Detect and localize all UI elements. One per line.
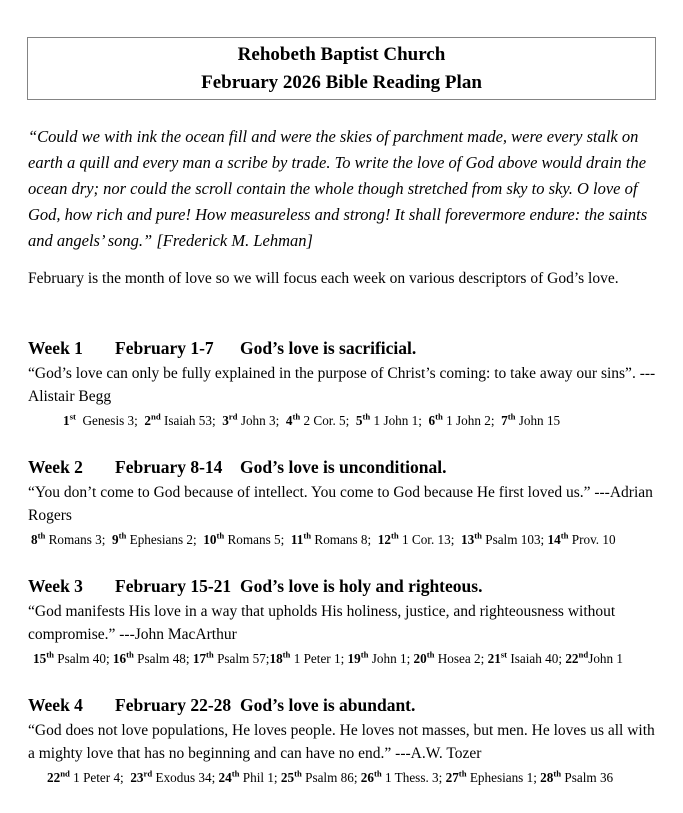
week-quote: “God manifests His love in a way that upholds His holiness, justice, and righteousness without compromise.” ---John MacArthur (28, 603, 616, 643)
reading-passage: John 15 (515, 413, 561, 428)
readings-line (28, 530, 658, 549)
church-name: Rehobeth Baptist Church (237, 43, 446, 65)
hymn-quote: “Could we with ink the ocean fill and were the skies of parchment made, were every stalk on earth a quill and every man a scribe by trade. To write the love of God above would drain the ocean dry; nor could the scroll contain the whole though stretched from sky to sky. O love of God, how rich and pure! How measureless and strong! It shall forevermore endure: the saints and angels’ song.” [Frederick M. Lehman] (28, 127, 648, 250)
reading-passage: 1 Thess. 3; (381, 770, 446, 785)
readings-line (28, 411, 658, 430)
reading-day: 25th (280, 768, 302, 785)
reading-day: 28th (540, 768, 562, 785)
reading-passage: Psalm 86; (301, 770, 361, 785)
reading-passage: 1 Peter 4; (69, 770, 131, 785)
reading-passage: Isaiah 40; (507, 651, 566, 666)
reading-day: 21st (487, 649, 508, 666)
reading-passage: Psalm 40; (53, 651, 113, 666)
week-theme: God’s love is unconditional. (240, 457, 447, 477)
reading-day: 26th (360, 768, 382, 785)
reading-day: 24th (218, 768, 240, 785)
week-dates: February 8-14 (115, 457, 223, 477)
week-2-section (28, 454, 658, 549)
reading-day: 5th (355, 411, 371, 428)
reading-passage: Isaiah 53; (160, 413, 223, 428)
reading-passage: 1 John 2; (442, 413, 502, 428)
week-4-header (28, 692, 658, 718)
week-quote: “You don’t come to God because of intellect. You come to God because He first loved us.” ---Adrian Rogers (28, 484, 653, 524)
week-label: Week 2 (28, 457, 83, 477)
week-label: Week 1 (28, 338, 83, 358)
reading-passage: Genesis 3; (75, 413, 145, 428)
readings-line (28, 768, 658, 787)
reading-day: 22nd (47, 768, 70, 785)
plan-title: February 2026 Bible Reading Plan (201, 71, 482, 93)
week-dates: February 22-28 (115, 695, 232, 715)
reading-day: 1st (63, 411, 76, 428)
intro-sentence: February is the month of love so we will focus each week on various descriptors of God’s love. (28, 270, 619, 287)
title-box (27, 37, 656, 100)
week-quote: “God does not love populations, He loves people. He loves not masses, but men. He loves us all with a mighty love that has no beginning and can have no end.” ---A.W. Tozer (28, 722, 655, 762)
reading-passage: Exodus 34; (152, 770, 219, 785)
reading-day: 7th (501, 411, 516, 428)
reading-day: 20th (413, 649, 435, 666)
reading-passage: John 3; (237, 413, 286, 428)
week-3-header (28, 573, 658, 599)
reading-passage: Psalm 36 (561, 770, 614, 785)
reading-day: 15th (33, 649, 54, 666)
week-quote: “God’s love can only be fully explained in the purpose of Christ’s coming: to take away our sins”. ---Alistair Begg (28, 365, 656, 405)
reading-passage: 2 Cor. 5; (300, 413, 356, 428)
reading-day: 3rd (222, 411, 238, 428)
reading-passage: Ephesians 1; (466, 770, 541, 785)
reading-passage: Phil 1; (239, 770, 281, 785)
reading-day: 16th (112, 649, 134, 666)
reading-passage: Romans 3; (45, 532, 113, 547)
reading-passage: John 1; (368, 651, 414, 666)
week-1-header (28, 335, 658, 361)
reading-passage: 1 Cor. 13; (398, 532, 461, 547)
reading-day: 10th (203, 530, 225, 547)
week-dates: February 15-21 (115, 576, 232, 596)
reading-day: 23rd (130, 768, 153, 785)
reading-day: 17th (192, 649, 214, 666)
document-body (28, 124, 658, 787)
reading-day: 27th (445, 768, 467, 785)
reading-day: 19th (347, 649, 369, 666)
reading-passage: 1 Peter 1; (290, 651, 348, 666)
week-1-section (28, 335, 658, 430)
reading-passage: Romans 5; (224, 532, 291, 547)
readings-line (28, 649, 658, 668)
reading-passage: Psalm 57; (213, 651, 270, 666)
week-label: Week 3 (28, 576, 83, 596)
reading-passage: John 1 (588, 651, 623, 666)
reading-day: 12th (377, 530, 399, 547)
reading-passage: 1 John 1; (370, 413, 429, 428)
week-theme: God’s love is sacrificial. (240, 338, 417, 358)
week-theme: God’s love is abundant. (240, 695, 416, 715)
week-theme: God’s love is holy and righteous. (240, 576, 483, 596)
reading-passage: Ephesians 2; (126, 532, 204, 547)
week-4-section (28, 692, 658, 787)
reading-day: 4th (285, 411, 301, 428)
reading-day: 9th (112, 530, 127, 547)
week-3-section (28, 573, 658, 668)
reading-passage: Psalm 103; (481, 532, 548, 547)
reading-passage: Psalm 48; (133, 651, 193, 666)
reading-day: 14th (547, 530, 569, 547)
reading-passage: Hosea 2; (434, 651, 488, 666)
reading-day: 2nd (144, 411, 161, 428)
reading-day: 11th (290, 530, 312, 547)
reading-passage: Romans 8; (311, 532, 378, 547)
reading-day: 22nd (565, 649, 589, 666)
reading-day: 13th (461, 530, 482, 547)
reading-day: 18th (269, 649, 291, 666)
reading-day: 6th (428, 411, 443, 428)
week-2-header (28, 454, 658, 480)
week-label: Week 4 (28, 695, 83, 715)
reading-day: 8th (31, 530, 46, 547)
week-dates: February 1-7 (115, 338, 214, 358)
reading-passage: Prov. 10 (568, 532, 616, 547)
